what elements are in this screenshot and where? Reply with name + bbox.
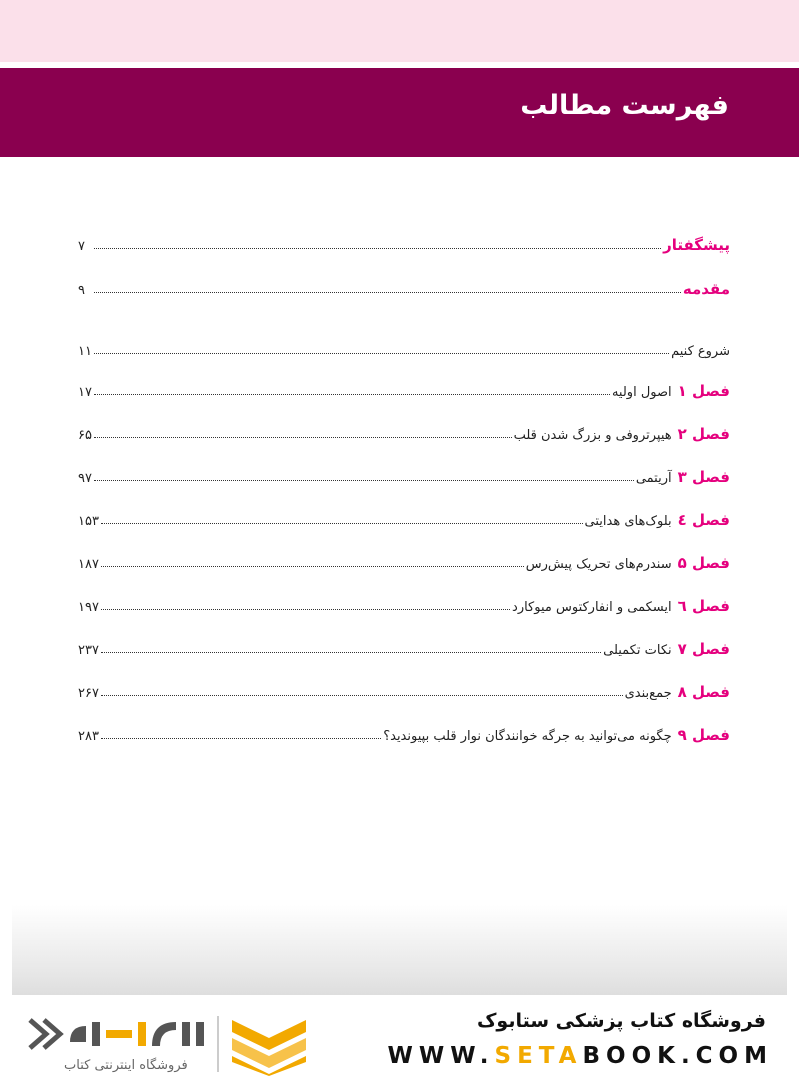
chapter-title: سندرم‌های تحریک پیش‌رس [525, 557, 672, 572]
toc-page-number: ۱۱ [78, 344, 92, 359]
toc-entry-chapter[interactable] [78, 591, 730, 615]
url-suffix: BOOK.COM [582, 1043, 773, 1069]
toc-entry-chapter[interactable] [78, 419, 730, 443]
page-title: فهرست مطالب [520, 90, 729, 121]
leader-dots [101, 738, 381, 739]
leader-dots [94, 353, 669, 354]
toc-page-number: ۹ [78, 283, 85, 298]
chapter-title: هیپرتروفی و بزرگ شدن قلب [513, 428, 672, 443]
store-url[interactable] [388, 1043, 773, 1069]
toc-page-number: ۹۷ [78, 471, 92, 486]
chapter-number: فصل ۲ [677, 425, 730, 443]
leader-dots [101, 609, 510, 610]
leader-dots [101, 523, 583, 524]
leader-dots [94, 480, 634, 481]
toc-page-number: ۱۷ [78, 385, 92, 400]
chapter-title: ایسکمی و انفارکتوس میوکارد [512, 600, 672, 615]
toc-page-number: ۱۸۷ [78, 557, 99, 572]
toc-page-number: ۱۹۷ [78, 600, 99, 615]
chapter-number: فصل ۷ [677, 640, 730, 658]
chapter-title: اصول اولیه [611, 385, 672, 400]
toc-entry-chapter[interactable] [78, 505, 730, 529]
leader-dots [94, 292, 681, 293]
chapter-number: فصل ۱ [677, 382, 730, 400]
store-name: فروشگاه کتاب پزشکی ستابوک [476, 1010, 766, 1032]
toc-entry-label: مقدمه [682, 280, 730, 298]
chapter-title: نکات تکمیلی [603, 643, 672, 658]
chapter-number: فصل ۳ [677, 468, 730, 486]
toc-page-number: ۲۳۷ [78, 643, 99, 658]
chapter-title: جمع‌بندی [624, 686, 672, 701]
toc-page-number: ۶۵ [78, 428, 92, 443]
logo-divider [217, 1016, 219, 1072]
toc-entry-introduction[interactable] [78, 274, 730, 298]
toc-entry-chapter[interactable] [78, 677, 730, 701]
leader-dots [94, 394, 610, 395]
chapter-number: فصل ۸ [677, 683, 730, 701]
leader-dots [101, 652, 601, 653]
toc-entry-label: پیشگفتار [663, 236, 730, 254]
toc-entry-chapter[interactable] [78, 376, 730, 400]
toc-page-number: ۲۸۳ [78, 729, 99, 744]
url-prefix: WWW. [387, 1043, 495, 1069]
toc-entry-label: شروع کنیم [671, 344, 730, 359]
chapter-number: فصل ٦ [677, 597, 730, 615]
leader-dots [101, 566, 524, 567]
book-logo-icon [230, 1018, 308, 1076]
header-banner [0, 68, 799, 157]
leader-dots [94, 437, 512, 438]
toc-entry-chapter[interactable] [78, 634, 730, 658]
chapter-title: آریتمی [635, 471, 672, 486]
logo-tagline: فروشگاه اینترنتی کتاب [64, 1058, 188, 1073]
toc-entry-preface[interactable] [78, 230, 730, 254]
top-pink-band [0, 0, 799, 62]
chapter-number: فصل ٤ [677, 511, 730, 529]
footer-shadow [12, 905, 787, 995]
toc-page-number: ۲۶۷ [78, 686, 99, 701]
chapter-number: فصل ۹ [677, 726, 730, 744]
toc-entry-chapter[interactable] [78, 548, 730, 572]
toc-entry-chapter[interactable] [78, 462, 730, 486]
leader-dots [94, 248, 661, 249]
toc-entry-start[interactable] [78, 335, 730, 359]
chapter-title: چگونه می‌توانید به جرگه خوانندگان نوار قلب بپیوندید؟ [383, 729, 672, 744]
toc-entry-chapter[interactable] [78, 720, 730, 744]
toc-page-number: ۷ [78, 239, 85, 254]
chapter-title: بلوک‌های هدایتی [584, 514, 672, 529]
chapter-number: فصل ۵ [677, 554, 730, 572]
setabook-wordmark-icon [26, 1012, 214, 1056]
toc-page-number: ۱۵۳ [78, 514, 99, 529]
url-accent: SETA [494, 1043, 583, 1069]
leader-dots [101, 695, 623, 696]
